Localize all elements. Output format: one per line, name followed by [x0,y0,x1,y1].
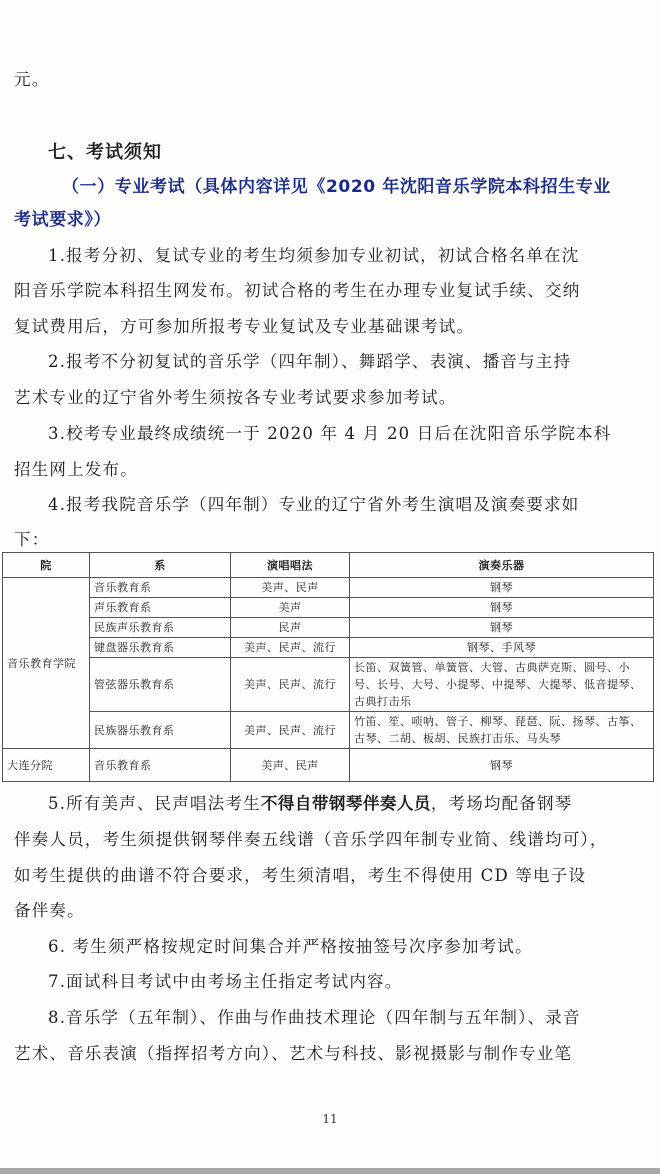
dept-cell: 民族声乐教育系 [90,618,231,638]
header-cell: 系 [90,553,231,578]
bold-emphasis: 不得自带钢琴伴奏人员 [260,794,431,813]
dept-cell: 管弦器乐教育系 [90,658,231,712]
instrument-cell: 钢琴 [350,598,654,618]
table-header-row [3,553,654,578]
paragraph-line: 备伴奏。 [14,901,85,920]
paragraph-line: 复试费用后，方可参加所报考专业复试及专业基础课考试。 [14,317,475,336]
table-row [3,712,654,749]
singing-cell: 民声 [231,618,350,638]
paragraph-line: 4.报考我院音乐学（四年制）专业的辽宁省外考生演唱及演奏要求如 [48,495,580,514]
paragraph-text: ，考场均配备钢琴 [430,794,573,813]
paragraph-line: 下： [14,530,50,549]
singing-cell: 美声、民声、流行 [231,712,350,749]
paragraph-line: 7.面试科目考试中由考场主任指定考试内容。 [48,972,403,991]
table-row [3,749,654,782]
table-row [3,578,654,598]
paragraph-line: 2.报考不分初复试的音乐学（四年制）、舞蹈学、表演、播音与主持 [48,352,572,371]
subsection-heading: （一）专业考试（具体内容详见《2020 年沈阳音乐学院本科招生专业 [62,177,612,197]
table-row [3,618,654,638]
section-heading: 七、考试须知 [48,142,162,163]
paragraph-line: 3.校考专业最终成绩统一于 2020 年 4 月 20 日后在沈阳音乐学院本科 [48,424,612,443]
table-row [3,598,654,618]
requirements-table [2,552,654,782]
paragraph-text: 5.所有美声、民声唱法考生 [48,794,261,813]
instrument-cell: 钢琴、手风琴 [350,638,654,658]
instrument-cell: 钢琴 [350,749,654,782]
dept-cell: 音乐教育系 [90,578,231,598]
paragraph-line: 6. 考生须严格按规定时间集合并严格按抽签号次序参加考试。 [48,937,533,956]
header-cell: 演奏乐器 [350,553,654,578]
subsection-heading-cont: 考试要求》） [14,210,112,230]
dept-cell: 民族器乐教育系 [90,712,231,749]
table-row [3,658,654,712]
header-cell: 院 [3,553,90,578]
table-row [3,638,654,658]
paragraph-line: 艺术、音乐表演（指挥招考方向）、艺术与科技、影视摄影与制作专业笔 [14,1044,573,1063]
singing-cell: 美声、民声 [231,578,350,598]
paragraph-line: 8.音乐学（五年制）、作曲与作曲技术理论（四年制与五年制）、录音 [48,1008,581,1027]
singing-cell: 美声、民声 [231,749,350,782]
dept-cell: 键盘器乐教育系 [90,638,231,658]
instrument-cell: 钢琴 [350,578,654,598]
header-cell: 演唱唱法 [231,553,350,578]
text-line: 元。 [14,70,50,89]
bottom-edge [0,1168,660,1174]
instrument-cell: 长笛、双簧管、单簧管、大管、古典萨克斯、圆号、小号、长号、大号、小提琴、中提琴、大提琴、低音提琴、古典打击乐 [350,658,654,712]
singing-cell: 美声、民声、流行 [231,638,350,658]
singing-cell: 美声 [231,598,350,618]
paragraph-line [48,790,646,814]
singing-cell: 美声、民声、流行 [231,658,350,712]
college-cell: 音乐教育学院 [3,578,90,749]
paragraph-line: 招生网上发布。 [14,460,138,479]
page-number: 11 [322,1112,338,1126]
college-cell: 大连分院 [3,749,90,782]
paragraph-line: 伴奏人员，考生须提供钢琴伴奏五线谱（音乐学四年制专业简、线谱均可）， [14,830,608,849]
dept-cell: 音乐教育系 [90,749,231,782]
instrument-cell: 钢琴 [350,618,654,638]
paragraph-line: 阳音乐学院本科招生网发布。初试合格的考生在办理专业复试手续、交纳 [14,281,581,300]
dept-cell: 声乐教育系 [90,598,231,618]
paragraph-line: 艺术专业的辽宁省外考生须按各专业考试要求参加考试。 [14,388,457,407]
paragraph-line: 1.报考分初、复试专业的考生均须参加专业初试，初试合格名单在沈 [48,246,580,265]
paragraph-line: 如考生提供的曲谱不符合要求，考生须清唱，考生不得使用 CD 等电子设 [14,866,587,885]
instrument-cell: 竹笛、笙、唢呐、管子、柳琴、琵琶、阮、扬琴、古筝、古琴、二胡、板胡、民族打击乐、马头琴 [350,712,654,749]
